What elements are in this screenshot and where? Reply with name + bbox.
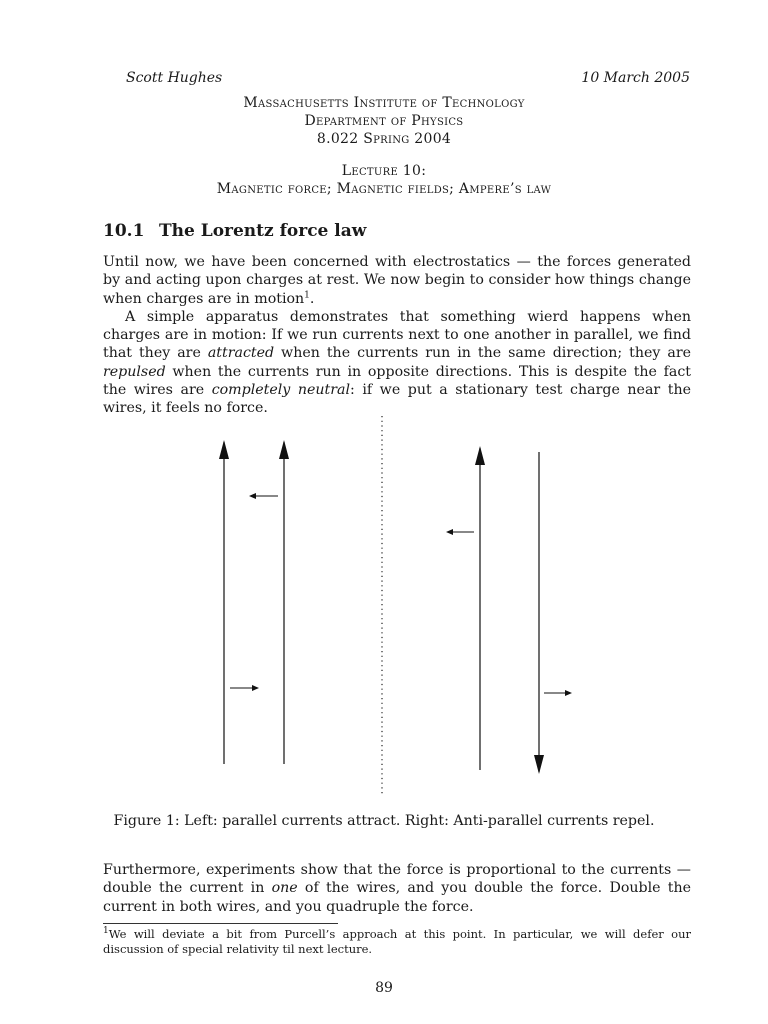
force-arrow-left-head-icon (446, 529, 453, 535)
figure-caption: Figure 1: Left: parallel currents attract. Right: Anti-parallel currents repel. (113, 813, 655, 829)
paragraph-2-part2: when the currents run in the same direction; they are (274, 345, 691, 362)
paragraph-1 (103, 253, 691, 308)
lecture-topics: Magnetic force; Magnetic fields; Ampere’s law (216, 181, 552, 197)
emphasis-neutral: completely neutral (211, 382, 350, 399)
section-number: 10.1 (103, 221, 145, 241)
paragraph-2-part3: when the currents run in opposite directions. This is despite the fact the wires are (103, 363, 691, 399)
force-arrow-right-head-icon (252, 685, 259, 691)
lecture-number: Lecture 10: (341, 163, 427, 179)
emphasis-attracted: attracted (207, 345, 275, 362)
department-name: Department of Physics (304, 113, 464, 129)
intro-text (103, 253, 691, 418)
paragraph-2-part4: : if we put a stationary test charge near the wires, it feels no force. (103, 382, 691, 417)
section-title: The Lorentz force law (159, 221, 367, 241)
force-arrow-right-head-icon (565, 690, 572, 696)
current-arrow-down-icon (534, 755, 544, 774)
footnote-rule (103, 923, 338, 924)
paragraph-2 (103, 308, 691, 418)
paragraph-3-part2: of the wires, and you double the force. Double the current in both wires, and you quadruple the force. (103, 880, 692, 915)
header-author: Scott Hughes (126, 70, 223, 86)
section-heading (103, 221, 366, 241)
footnote-text: We will deviate a bit from Purcell’s approach at this point. In particular, we will defer our discussion of special relativity til next lecture. (103, 927, 691, 956)
current-arrow-up-icon (475, 446, 485, 465)
footnote-reference[interactable]: 1 (304, 289, 310, 300)
paragraph-3-body (103, 861, 691, 916)
emphasis-repulsed: repulsed (103, 363, 166, 380)
paragraph-1-text: Until now, we have been concerned with electrostatics — the forces generated by and acting upon charges at rest. We now begin to consider how things change when charges are in motion (103, 254, 691, 307)
paragraph-2-part1: A simple apparatus demonstrates that something wierd happens when charges are in motion: If we run currents next to one another in parallel, we find that they are (103, 308, 691, 362)
figure-parallel-currents (0, 412, 768, 802)
current-arrow-up-icon (219, 440, 229, 459)
footnote-mark: 1 (103, 926, 109, 937)
emphasis-one: one (271, 880, 298, 897)
paragraph-3-part1: Furthermore, experiments show that the force is proportional to the currents — double the current in (103, 862, 691, 897)
force-arrow-left-head-icon (249, 493, 256, 499)
page-number: 89 (375, 980, 393, 996)
institution-name: Massachusetts Institute of Technology (243, 95, 525, 111)
footnote (103, 927, 691, 957)
paragraph-1-end: . (309, 290, 315, 307)
lecture-block (0, 162, 768, 198)
current-arrow-up-icon (279, 440, 289, 459)
header-date: 10 March 2005 (581, 70, 690, 86)
paragraph-3 (103, 861, 691, 916)
institution-block (0, 94, 768, 148)
course-term: 8.022 Spring 2004 (316, 131, 452, 147)
